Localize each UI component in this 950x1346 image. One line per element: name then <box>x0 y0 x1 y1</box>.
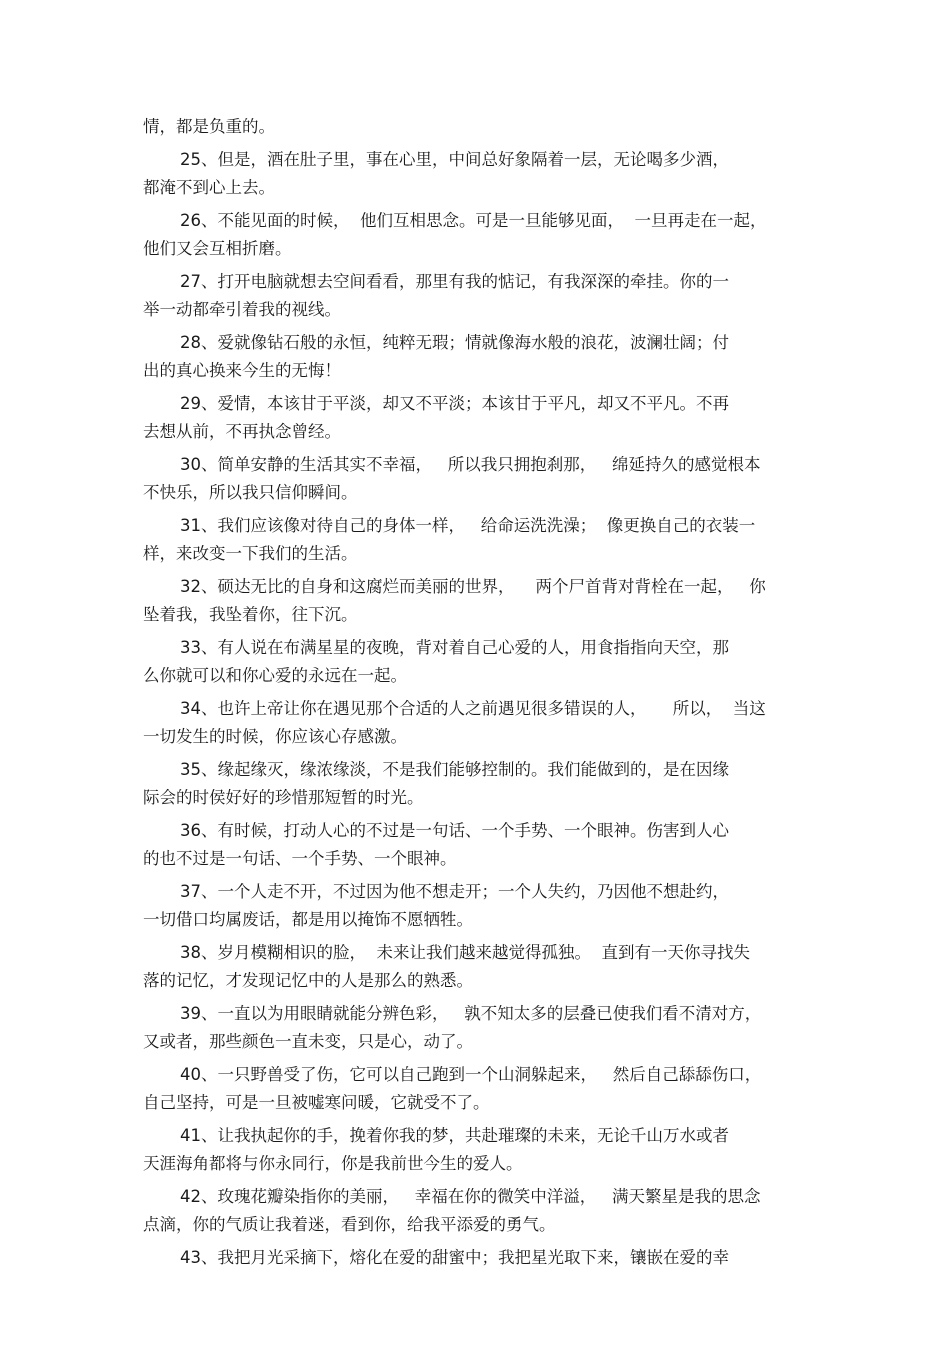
text-line: 样，来改变一下我们的生活。 <box>143 544 358 563</box>
text-line: 落的记忆，才发现记忆中的人是那么的熟悉。 <box>143 971 473 990</box>
text-line: 30、简单安静的生活其实不幸福， 所以我只拥抱刹那， 绵延持久的感觉根本 <box>180 455 761 474</box>
text-line: 34、也许上帝让你在遇见那个合适的人之前遇见很多错误的人， 所以， 当这 <box>180 699 766 718</box>
text-line: 又或者，那些颜色一直未变，只是心，动了。 <box>143 1032 473 1051</box>
text-line: 一切发生的时候，你应该心存感激。 <box>143 727 407 746</box>
text-line: 去想从前，不再执念曾经。 <box>143 422 341 441</box>
text-line: 27、打开电脑就想去空间看看，那里有我的惦记，有我深深的牵挂。你的一 <box>180 272 729 291</box>
text-line: 39、一直以为用眼睛就能分辨色彩， 孰不知太多的层叠已使我们看不清对方， <box>180 1004 762 1023</box>
text-line: 35、缘起缘灭，缘浓缘淡，不是我们能够控制的。我们能做到的，是在因缘 <box>180 760 729 779</box>
text-line: 他们又会互相折磨。 <box>143 239 292 258</box>
text-line: 32、硕达无比的自身和这腐烂而美丽的世界， 两个尸首背对背栓在一起， 你 <box>180 577 766 596</box>
text-line: 37、一个人走不开，不过因为他不想走开；一个人失约，乃因他不想赴约， <box>180 882 729 901</box>
text-line: 38、岁月模糊相识的脸， 未来让我们越来越觉得孤独。 直到有一天你寻找失 <box>180 943 750 962</box>
text-line: 28、爱就像钻石般的永恒，纯粹无瑕；情就像海水般的浪花，波澜壮阔；付 <box>180 333 729 352</box>
text-line: 42、玫瑰花瓣染指你的美丽， 幸福在你的微笑中洋溢， 满天繁星是我的思念 <box>180 1187 761 1206</box>
text-line: 举一动都牵引着我的视线。 <box>143 300 341 319</box>
text-line: 31、我们应该像对待自己的身体一样， 给命运洗洗澡； 像更换自己的衣装一 <box>180 516 756 535</box>
text-line: 点滴，你的气质让我着迷，看到你，给我平添爱的勇气。 <box>143 1215 556 1234</box>
text-line: 26、不能见面的时候， 他们互相思念。可是一旦能够见面， 一旦再走在一起， <box>180 211 767 230</box>
text-line: 36、有时候，打动人心的不过是一句话、一个手势、一个眼神。伤害到人心 <box>180 821 729 840</box>
document-body <box>143 113 808 1272</box>
text-line: 不快乐，所以我只信仰瞬间。 <box>143 483 358 502</box>
text-line: 的也不过是一句话、一个手势、一个眼神。 <box>143 849 457 868</box>
text-line: 一切借口均属废话，都是用以掩饰不愿牺牲。 <box>143 910 473 929</box>
text-line: 都淹不到心上去。 <box>143 178 275 197</box>
text-line: 29、爱情，本该甘于平淡，却又不平淡；本该甘于平凡，却又不平凡。不再 <box>180 394 729 413</box>
text-line: 43、我把月光采摘下，熔化在爱的甜蜜中；我把星光取下来，镶嵌在爱的幸 <box>180 1248 729 1267</box>
text-line: 坠着我，我坠着你，往下沉。 <box>143 605 358 624</box>
text-line: 天涯海角都将与你永同行，你是我前世今生的爱人。 <box>143 1154 523 1173</box>
text-line: 25、但是，酒在肚子里，事在心里，中间总好象隔着一层，无论喝多少酒， <box>180 150 729 169</box>
text-line: 33、有人说在布满星星的夜晚，背对着自己心爱的人，用食指指向天空，那 <box>180 638 729 657</box>
text-line: 自己坚持，可是一旦被嘘寒问暖，它就受不了。 <box>143 1093 490 1112</box>
text-line: 出的真心换来今生的无悔！ <box>143 361 341 380</box>
text-line: 41、让我执起你的手，挽着你我的梦，共赴璀璨的未来，无论千山万水或者 <box>180 1126 729 1145</box>
text-line: 么你就可以和你心爱的永远在一起。 <box>143 666 407 685</box>
text-line: 情，都是负重的。 <box>143 117 275 136</box>
text-line: 40、一只野兽受了伤，它可以自己跑到一个山洞躲起来， 然后自己舔舔伤口， <box>180 1065 762 1084</box>
text-line: 际会的时侯好好的珍惜那短暂的时光。 <box>143 788 424 807</box>
